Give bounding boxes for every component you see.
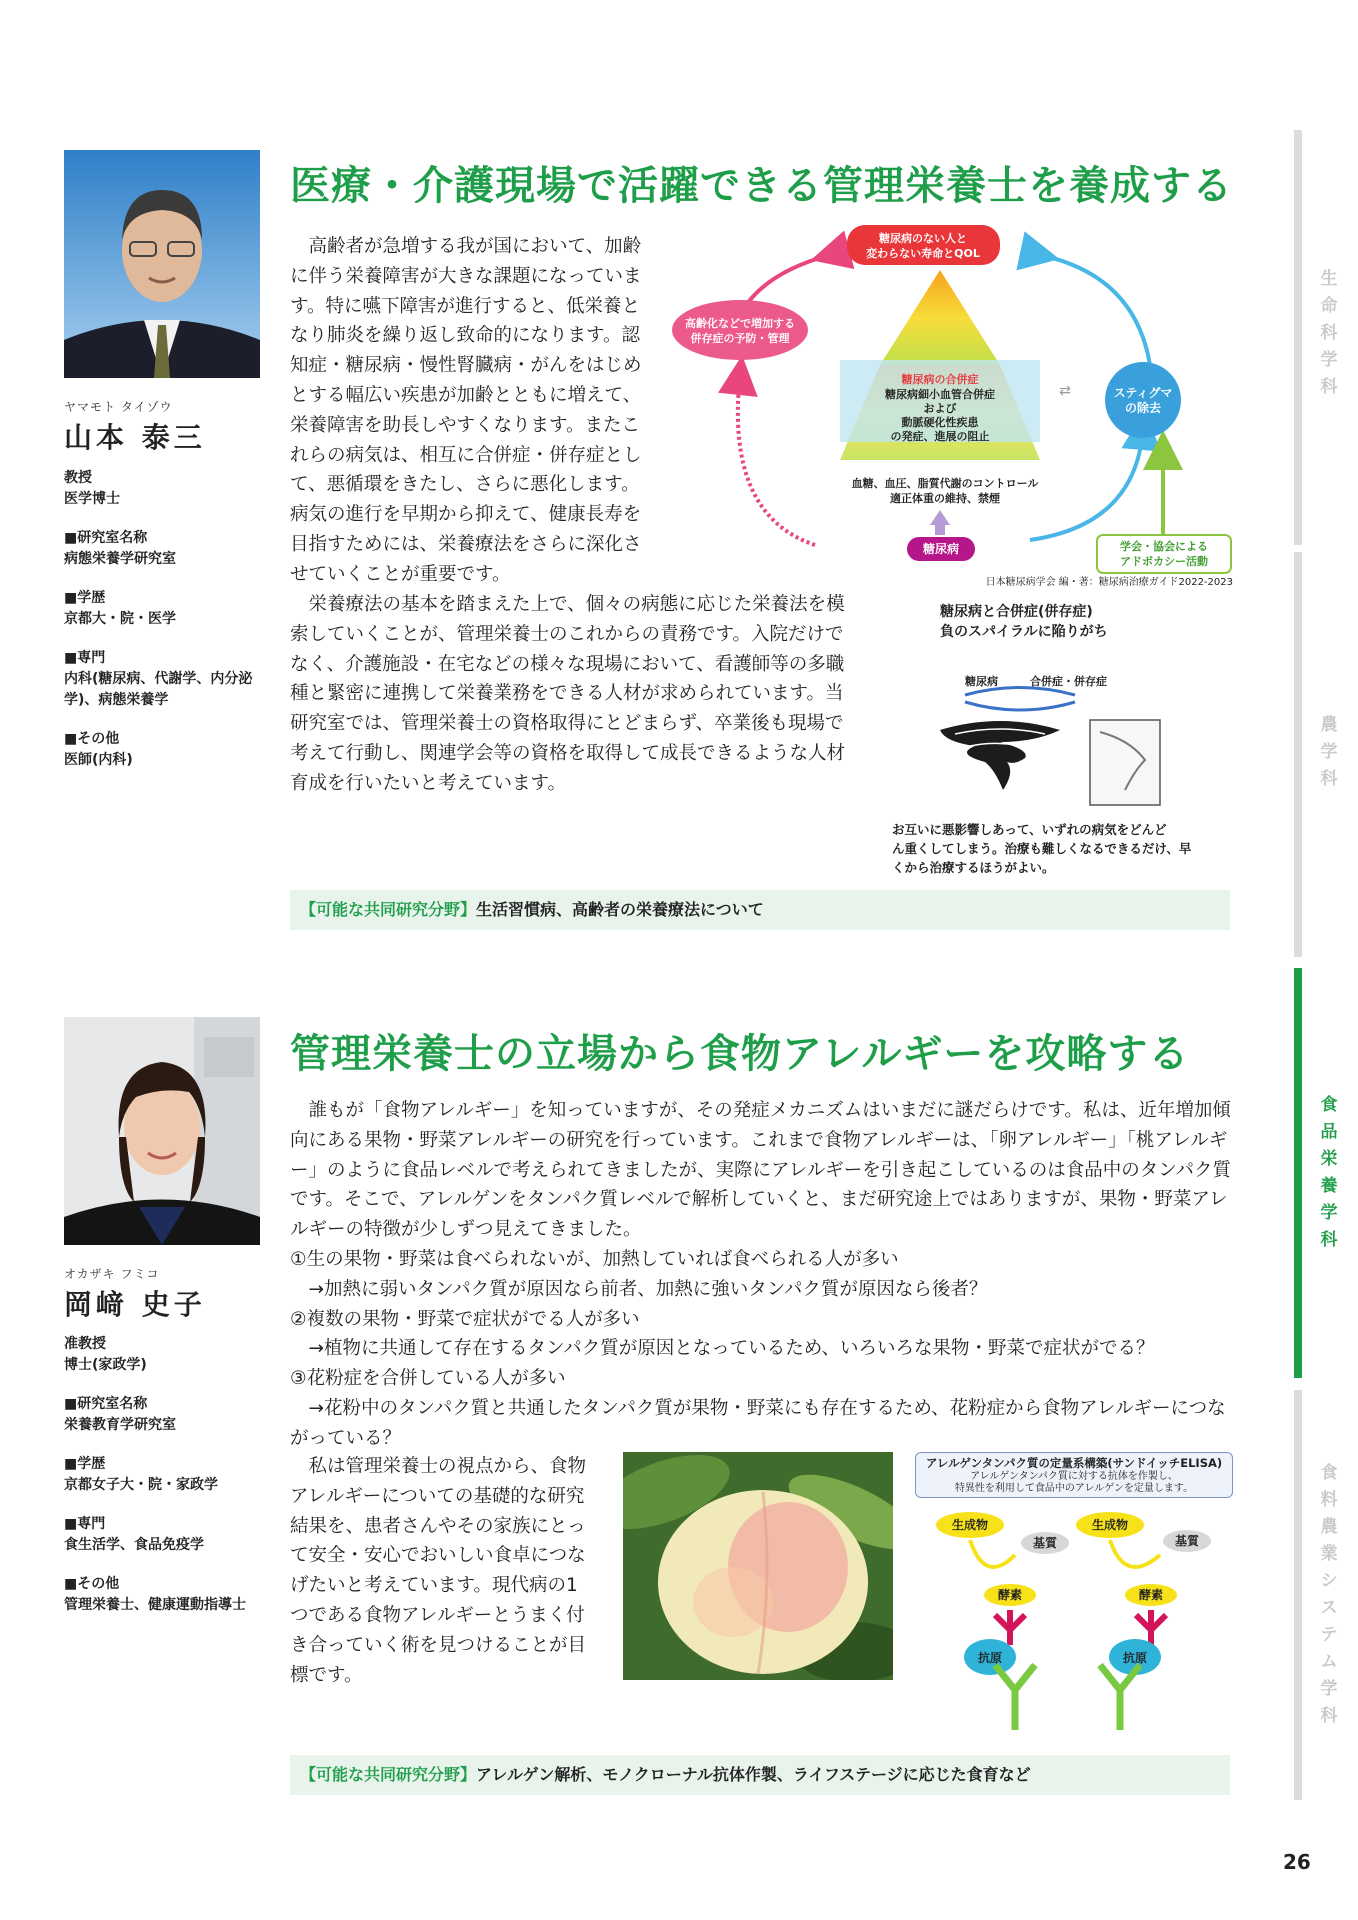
diagram-right-line2: の除去: [1124, 401, 1162, 415]
collab-box-2: [290, 1755, 1230, 1795]
associate-professor-kana: オカザキ フミコ: [64, 1267, 160, 1281]
elisa-header-box: [915, 1452, 1233, 1498]
point3: ③花粉症を合併している人が多い: [290, 1368, 566, 1390]
collab-text-1: 生活習慣病、高齢者の栄養療法について: [476, 900, 764, 919]
other-heading: ■その他: [64, 731, 120, 747]
point2-sub: →植物に共通して存在するタンパク質が原因となっているため、いろいろな果物・野菜で症状がでる？: [308, 1338, 1155, 1360]
diagram-bottom-mid-line1: 血糖、血圧、脂質代謝のコントロール: [851, 477, 1039, 490]
spiral-title-line1: 糖尿病と合併症(併存症): [940, 604, 1093, 620]
page-number: 26: [1283, 1850, 1311, 1874]
diagram-left-line1: 高齢化などで増加する: [685, 317, 795, 330]
collab-box-1: [290, 890, 1230, 930]
elisa-substrate-right: 基質: [1174, 1534, 1200, 1548]
para1-text: 高齢者が急増する我が国において、加齢に伴う栄養障害が大きな課題になっています。特に嚥下障害が進行すると、低栄養となり肺炎を繰り返し致命的になります。認知症・糖尿病・慢性腎臓病・がんをはじめとする幅広い疾患が加齢とともに増えて、栄養障害を助長しやすくなります。またこれらの病気は、相互に合併症・併存症として、悪循環をきたし、さらに悪化します。病気の進行を早期から抑えて、健康長寿を目指すためには、栄養療法をさらに深化させていくことが重要です。: [290, 236, 642, 585]
sidebar-label-agriculture[interactable]: 農学科: [1320, 715, 1338, 789]
diagram-center-line5: の発症、進展の阻止: [890, 430, 990, 443]
lab-heading: ■研究室名称: [64, 1396, 148, 1412]
point1-sub: →加熱に弱いタンパク質が原因なら前者、加熱に強いタンパク質が原因なら後者？: [308, 1278, 988, 1300]
point1: ①生の果物・野菜は食べられないが、加熱していれば食べられる人が多い: [290, 1248, 899, 1270]
degree: 博士(家政学): [64, 1357, 147, 1373]
elisa-antigen-right: 抗原: [1122, 1651, 1148, 1665]
sidebar-bar-1: [1294, 130, 1302, 545]
para2-text: 栄養療法の基本を踏まえた上で、個々の病態に応じた栄養法を模索していくことが、管理栄養士のこれからの責務です。入院だけでなく、介護施設・在宅などの様々な現場において、看護師等の多職種と緊密に連携して栄養業務をできる人材が求められています。当研究室では、管理栄養士の資格取得にとどまらず、卒業後も現場で考えて行動し、関連学会等の資格を取得して成長できるような人材育成を行いたいと考えています。: [290, 594, 846, 794]
spec: 内科(糖尿病、代謝学、内分泌学)、病態栄養学: [64, 671, 253, 708]
diagram-left-line2: 併存症の予防・管理: [690, 332, 790, 345]
sidebar-bar-3: [1294, 968, 1302, 1378]
intro-text: 誰もが「食物アレルギー」を知っていますが、その発症メカニズムはいまだに謎だらけです。私は、近年増加傾向にある果物・野菜アレルギーの研究を行っています。これまで食物アレルギーは、「卵アレルギー」「桃アレルギー」のように食品レベルで考えられてきましたが、実際にアレルギーを引き起こしているのは食品中のタンパク質です。そこで、アレルゲンをタンパク質レベルで解析していくと、まだ研究途上ではありますが、果物・野菜アレルギーの特徴が少しずつ見えてきました。: [290, 1100, 1232, 1241]
lab-heading: ■研究室名称: [64, 530, 148, 546]
elisa-antigen-left: 抗原: [977, 1651, 1003, 1665]
elisa-enzyme-right: 酵素: [1138, 1588, 1164, 1602]
diagram-center-line1: 糖尿病の合併症: [901, 373, 979, 386]
diagram-bottom-mid-line2: 適正体重の維持、禁煙: [890, 492, 1000, 505]
sidebar-bar-2: [1294, 552, 1302, 957]
section2-closing: [290, 1452, 596, 1690]
position: 准教授: [64, 1336, 106, 1352]
spec-heading: ■専門: [64, 650, 106, 666]
diagram-top-line1: 糖尿病のない人と: [879, 232, 967, 245]
elisa-left: [936, 1512, 1069, 1730]
diagram-right-line1: スティグマ: [1113, 386, 1173, 400]
elisa-subtitle-1: アレルゲンタンパク質に対する抗体を作製し、: [970, 1471, 1178, 1482]
spiral-caption-line1: お互いに悪影響しあって、いずれの病気をどんど: [892, 822, 1167, 837]
diagram-center-line4: 動脈硬化性疾患: [901, 416, 979, 429]
elisa-right: [1076, 1512, 1211, 1730]
diagram-bottom: 糖尿病: [922, 542, 960, 556]
closing-text: 私は管理栄養士の視点から、食物アレルギーについての基礎的な研究結果を、患者さんやその家族にとって安全・安心でおいしい食卓につなげたいと考えています。現代病の1つである食物アレルギーとうまく付き合っていく術を見つけることが目標です。: [290, 1456, 587, 1686]
portrait-yamamoto: [64, 150, 260, 378]
position: 教授: [64, 470, 92, 486]
edu-heading: ■学歴: [64, 590, 106, 606]
lab-name: 栄養教育学研究室: [64, 1417, 176, 1433]
professor-name: 山本 泰三: [64, 421, 206, 454]
spiral-title-line2: 負のスパイラルに陥りがち: [940, 624, 1108, 640]
diagram-center-line2: 糖尿病細小血管合併症: [885, 388, 995, 401]
spiral-right-label: 合併症・併存症: [1030, 675, 1107, 688]
point3-sub: →花粉中のタンパク質と共通したタンパク質が果物・野菜にも存在するため、花粉症から食物アレルギーにつながっている？: [290, 1397, 1226, 1449]
other: 管理栄養士、健康運動指導士: [64, 1597, 246, 1613]
associate-professor-name: 岡﨑 史子: [64, 1288, 206, 1321]
edu-heading: ■学歴: [64, 1456, 106, 1472]
peach-photo: [623, 1452, 893, 1680]
elisa-figure: [915, 1505, 1235, 1735]
elisa-substrate-left: 基質: [1032, 1536, 1058, 1550]
profile-meta-1: [64, 468, 264, 789]
professor-kana: ヤマモト タイゾウ: [64, 400, 173, 414]
spiral-left-label: 糖尿病: [965, 675, 998, 688]
sidebar-label-life-science[interactable]: 生命科学科: [1320, 269, 1338, 397]
spiral-title: [940, 602, 1200, 642]
spec-heading: ■専門: [64, 1516, 106, 1532]
section2-body: [290, 1096, 1235, 1454]
section1-para2: [290, 590, 845, 799]
sidebar-label-food-agri-system[interactable]: 食料農業システム学科: [1320, 1463, 1338, 1726]
section1-title: 医療・介護現場で活躍できる管理栄養士を養成する: [290, 163, 1233, 209]
diagram-credit: 日本糖尿病学会 編・著：糖尿病治療ガイド2022-2023: [985, 577, 1233, 588]
section1-para1: [290, 232, 650, 590]
elisa-product-left: 生成物: [951, 1518, 989, 1532]
section2-title: 管理栄養士の立場から食物アレルギーを攻略する: [290, 1031, 1190, 1077]
portrait-okazaki: [64, 1017, 260, 1245]
edu: 京都女子大・院・家政学: [64, 1477, 218, 1493]
sidebar-bar-4: [1294, 1390, 1302, 1800]
elisa-product-right: 生成物: [1091, 1518, 1129, 1532]
diagram-bottom-right-line1: 学会・協会による: [1120, 540, 1208, 553]
diagram-bottom-right-line2: アドボカシー活動: [1120, 555, 1208, 568]
treatment-goal-diagram: [665, 215, 1240, 590]
collab-tag-1: 【可能な共同研究分野】: [300, 900, 477, 919]
spiral-figure: [935, 650, 1175, 820]
edu: 京都大・院・医学: [64, 611, 176, 627]
elisa-enzyme-left: 酵素: [997, 1588, 1023, 1602]
other-heading: ■その他: [64, 1576, 120, 1592]
diagram-top-line2: 変わらない寿命とQOL: [866, 247, 980, 260]
spiral-caption: [892, 820, 1232, 877]
collab-text-2: アレルゲン解析、モノクローナル抗体作製、ライフステージに応じた食育など: [476, 1765, 1031, 1784]
diagram-center-line3: および: [923, 402, 957, 415]
lab-name: 病態栄養学研究室: [64, 551, 176, 567]
profile-meta-2: [64, 1334, 264, 1634]
elisa-subtitle-2: 特異性を利用して食品中のアレルゲンを定量します。: [954, 1483, 1194, 1494]
diagram-exchange-arrow: ⇄: [1059, 383, 1071, 399]
point2: ②複数の果物・野菜で症状がでる人が多い: [290, 1308, 640, 1330]
elisa-title: アレルゲンタンパク質の定量系構築(サンドイッチELISA): [925, 1456, 1223, 1470]
spec: 食生活学、食品免疫学: [64, 1537, 204, 1553]
other: 医師(内科): [64, 752, 133, 768]
spiral-caption-line2: ん重くしてしまう。治療も難しくなるできるだけ、早: [892, 841, 1192, 856]
degree: 医学博士: [64, 491, 120, 507]
sidebar-label-food-nutrition[interactable]: 食品栄養学科: [1320, 1095, 1338, 1250]
spiral-caption-line3: くから治療するほうがよい。: [892, 860, 1055, 875]
collab-tag-2: 【可能な共同研究分野】: [300, 1765, 477, 1784]
